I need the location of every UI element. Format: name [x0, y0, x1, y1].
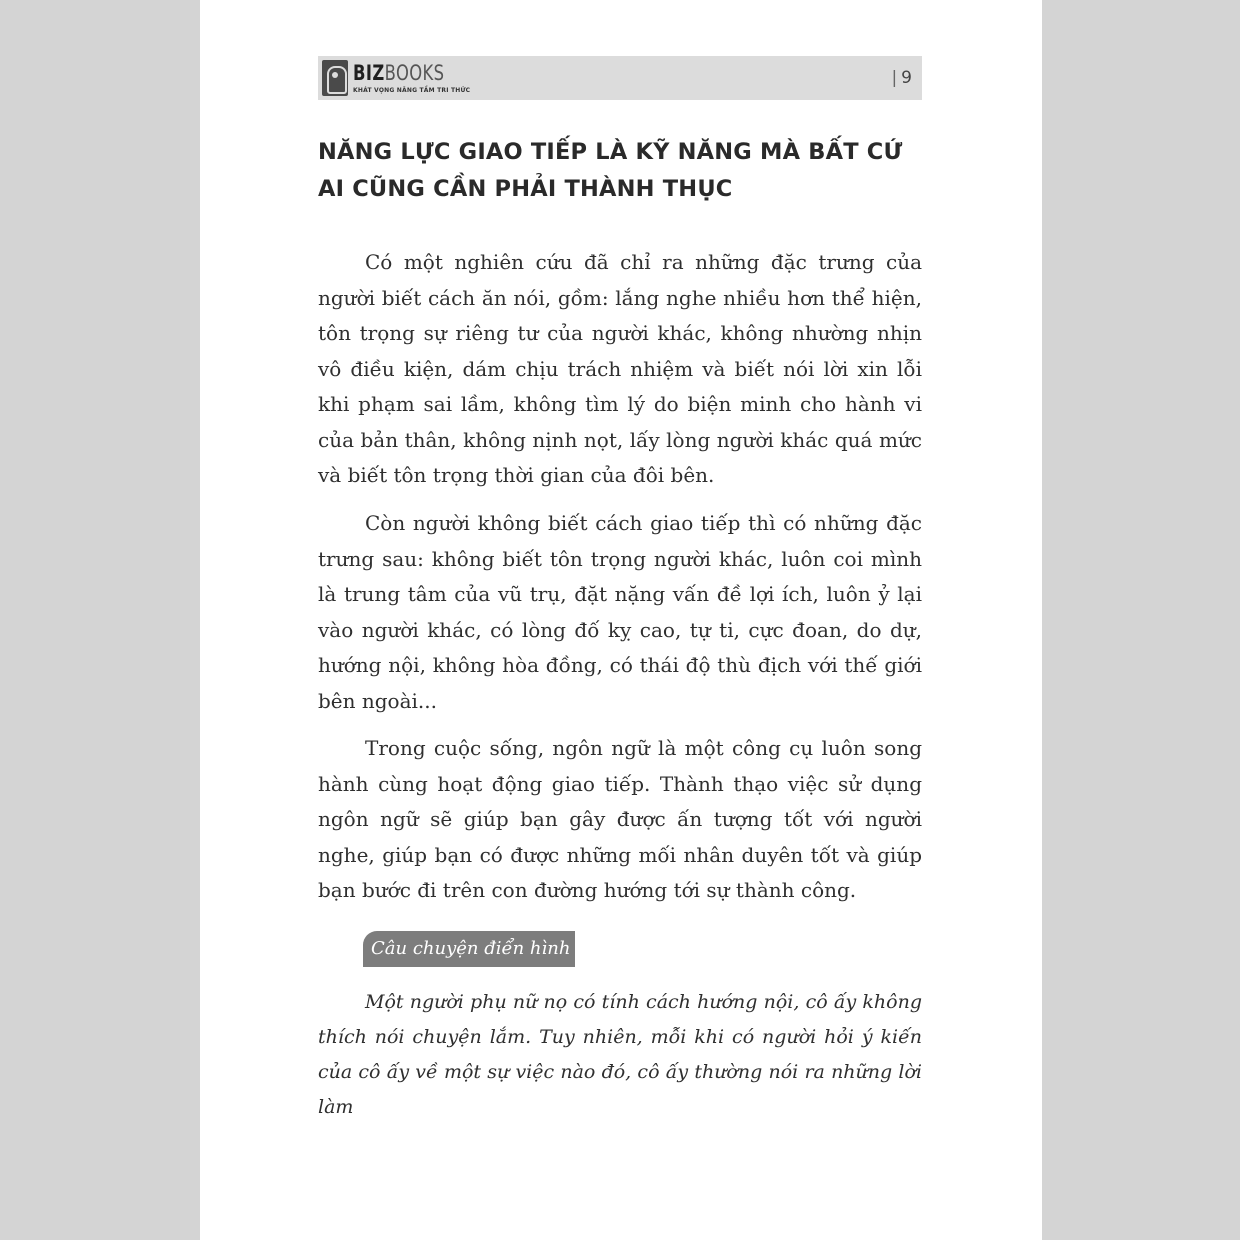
bizbooks-logo-icon: [322, 60, 348, 96]
page-number-block: [891, 68, 912, 88]
brand-name: [353, 60, 444, 86]
chapter-title: NĂNG LỰC GIAO TIẾP LÀ KỸ NĂNG MÀ BẤT CỨ AI CŨNG CẦN PHẢI THÀNH THỤC: [318, 139, 903, 202]
story-section-tag: Câu chuyện điển hình: [363, 931, 575, 967]
story-text: Một người phụ nữ nọ có tính cách hướng nội, cô ấy không thích nói chuyện lắm. Tuy nhiên, mỗi khi có người hỏi ý kiến của cô ấy về một sự việc nào đó, cô ấy thường nói ra những lời làm: [318, 991, 922, 1118]
brand-name-light: BOOKS: [384, 61, 445, 85]
paragraph-3: Trong cuộc sống, ngôn ngữ là một công cụ luôn song hành cùng hoạt động giao tiếp. Thành thạo việc sử dụng ngôn ngữ sẽ giúp bạn gây được ấn tượng tốt với người nghe, giúp bạn có được những mối nhân duyên tốt và giúp bạn bước đi trên con đường hướng tới sự thành công.: [318, 736, 922, 902]
paragraph-1: Có một nghiên cứu đã chỉ ra những đặc trưng của người biết cách ăn nói, gồm: lắng nghe nhiều hơn thể hiện, tôn trọng sự riêng tư của người khác, không nhường nhịn vô điều kiện, dám chịu trách nhiệm và biết nói lời xin lỗi khi phạm sai lầm, không tìm lý do biện minh cho hành vi của bản thân, không nịnh nọt, lấy lòng người khác quá mức và biết tôn trọng thời gian của đôi bên.: [318, 250, 922, 487]
brand-name-bold: BIZ: [353, 61, 385, 85]
brand-tagline: KHÁT VỌNG NÂNG TẦM TRI THỨC: [353, 87, 471, 94]
page-number-separator: |: [891, 68, 898, 88]
paragraph-2: Còn người không biết cách giao tiếp thì có những đặc trưng sau: không biết tôn trọng người khác, luôn coi mình là trung tâm của vũ trụ, đặt nặng vấn đề lợi ích, luôn ỷ lại vào người khác, có lòng đố kỵ cao, tự ti, cực đoan, do dự, hướng nội, không hòa đồng, có thái độ thù địch với thế giới bên ngoài...: [318, 511, 922, 713]
page-header: [318, 56, 922, 100]
book-page: [200, 0, 1042, 1240]
page-number: 9: [901, 68, 912, 88]
